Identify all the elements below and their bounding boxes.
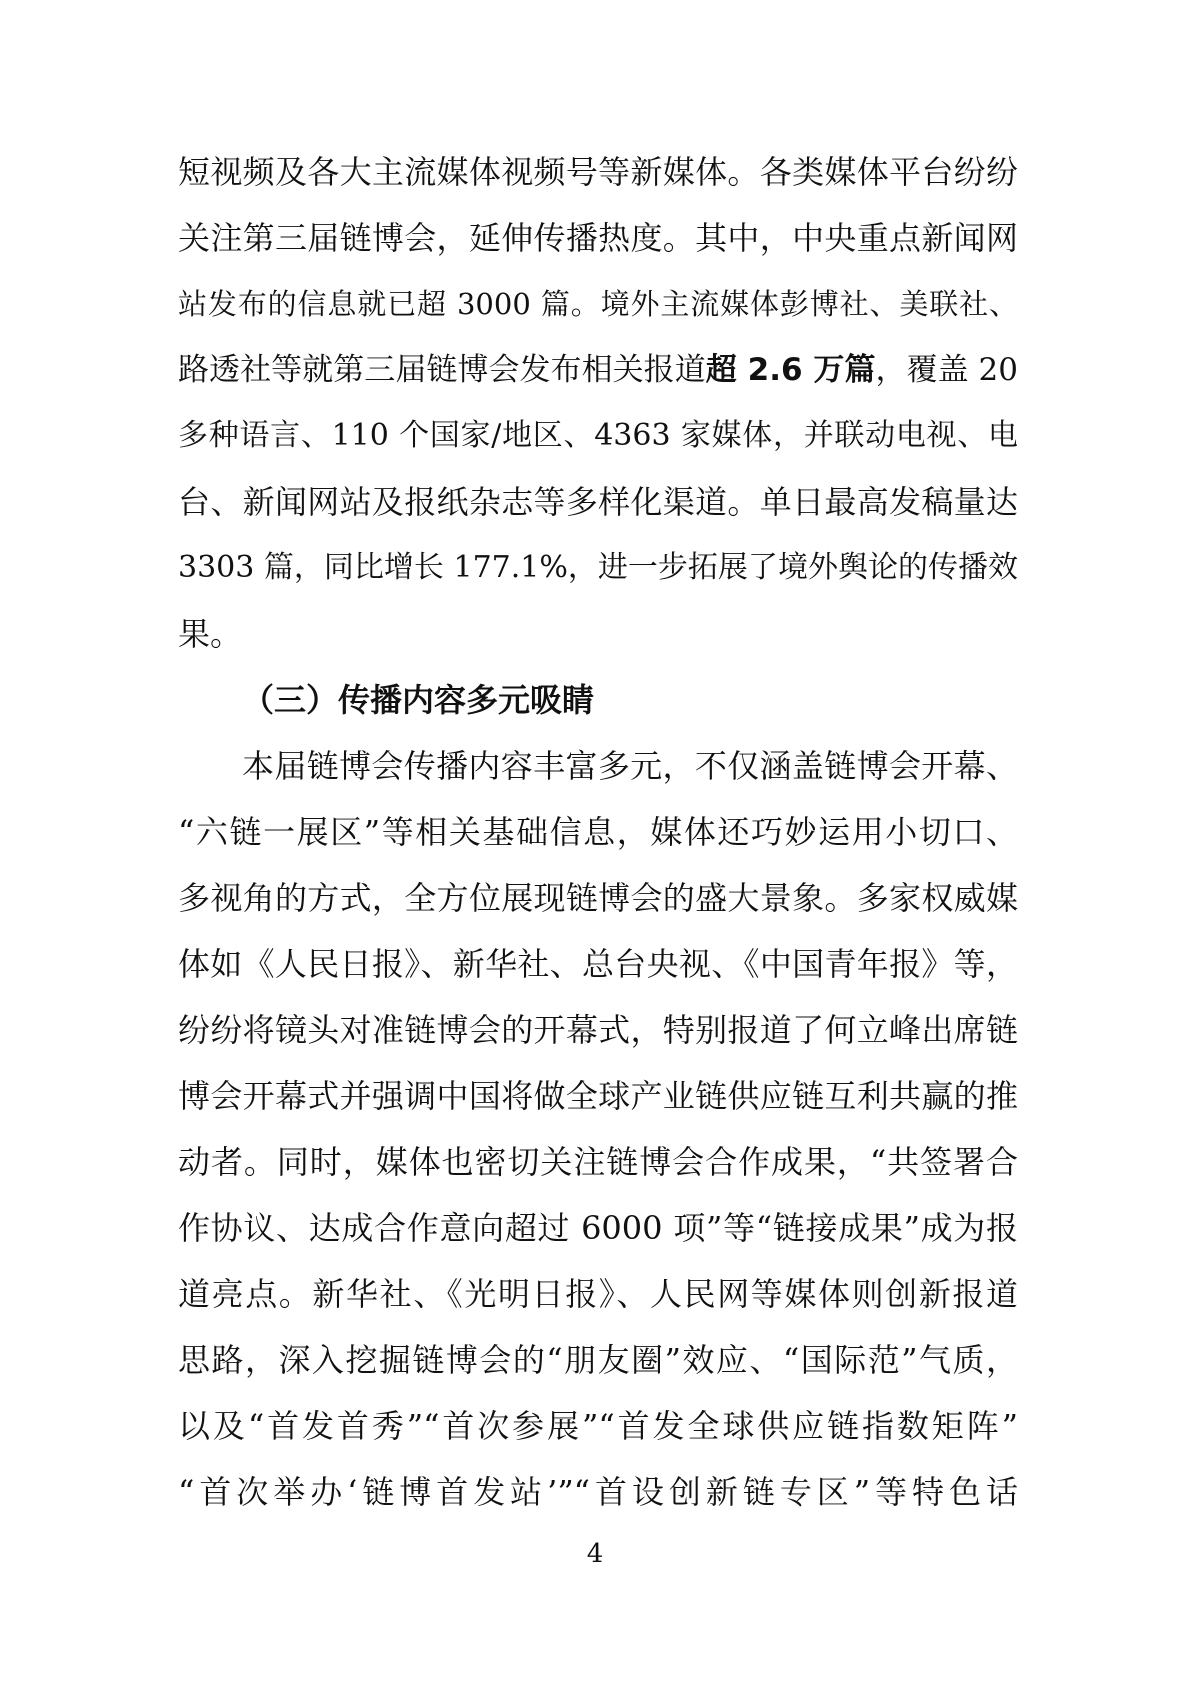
paragraph-line: 作协议、达成合作意向超过 6000 项”等“链接成果”成为报	[178, 1209, 1018, 1247]
paragraph-line: 纷纷将镜头对准链博会的开幕式，特别报道了何立峰出席链	[178, 1011, 1018, 1049]
paragraph-line: “六链一展区”等相关基础信息，媒体还巧妙运用小切口、	[178, 813, 1018, 851]
paragraph-line: 台、新闻网站及报纸杂志等多样化渠道。单日最高发稿量达	[178, 483, 1018, 521]
paragraph-line: 多视角的方式，全方位展现链博会的盛大景象。多家权威媒	[178, 879, 1018, 917]
paragraph-line: 短视频及各大主流媒体视频号等新媒体。各类媒体平台纷纷	[178, 153, 1018, 191]
text-segment: ，覆盖 20	[875, 352, 1018, 388]
paragraph-line: 多种语言、110 个国家/地区、4363 家媒体，并联动电视、电	[178, 418, 1018, 453]
paragraph-line: 站发布的信息就已超 3000 篇。境外主流媒体彭博社、美联社、	[178, 287, 1018, 321]
paragraph-line	[178, 346, 1018, 394]
paragraph-line: 3303 篇，同比增长 177.1%，进一步拓展了境外舆论的传播效	[178, 550, 1018, 585]
paragraph-line: 博会开幕式并强调中国将做全球产业链供应链互利共赢的推	[178, 1077, 1018, 1115]
section-heading: （三）传播内容多元吸睛	[242, 681, 595, 719]
paragraph-line: 关注第三届链博会，延伸传播热度。其中，中央重点新闻网	[178, 219, 1018, 257]
paragraph-line: 以及“首发首秀”“首次参展”“首发全球供应链指数矩阵”	[178, 1407, 1018, 1445]
paragraph-line: “首次举办‘链博首发站’”“首设创新链专区”等特色话	[178, 1473, 1018, 1511]
bold-highlight: 超 2.6 万篇	[705, 352, 876, 388]
paragraph-line: 思路，深入挖掘链博会的“朋友圈”效应、“国际范”气质，	[178, 1341, 1018, 1379]
paragraph-line: 动者。同时，媒体也密切关注链博会合作成果，“共签署合	[178, 1143, 1018, 1181]
paragraph-line: 道亮点。新华社、《光明日报》、人民网等媒体则创新报道	[178, 1275, 1018, 1313]
paragraph-line: 本届链博会传播内容丰富多元，不仅涵盖链博会开幕、	[242, 747, 1018, 785]
paragraph-line: 果。	[178, 615, 243, 653]
page-number: 4	[586, 1539, 604, 1569]
text-segment: 路透社等就第三届链博会发布相关报道	[178, 352, 706, 388]
paragraph-line: 体如《人民日报》、新华社、总台央视、《中国青年报》等，	[178, 945, 1018, 983]
